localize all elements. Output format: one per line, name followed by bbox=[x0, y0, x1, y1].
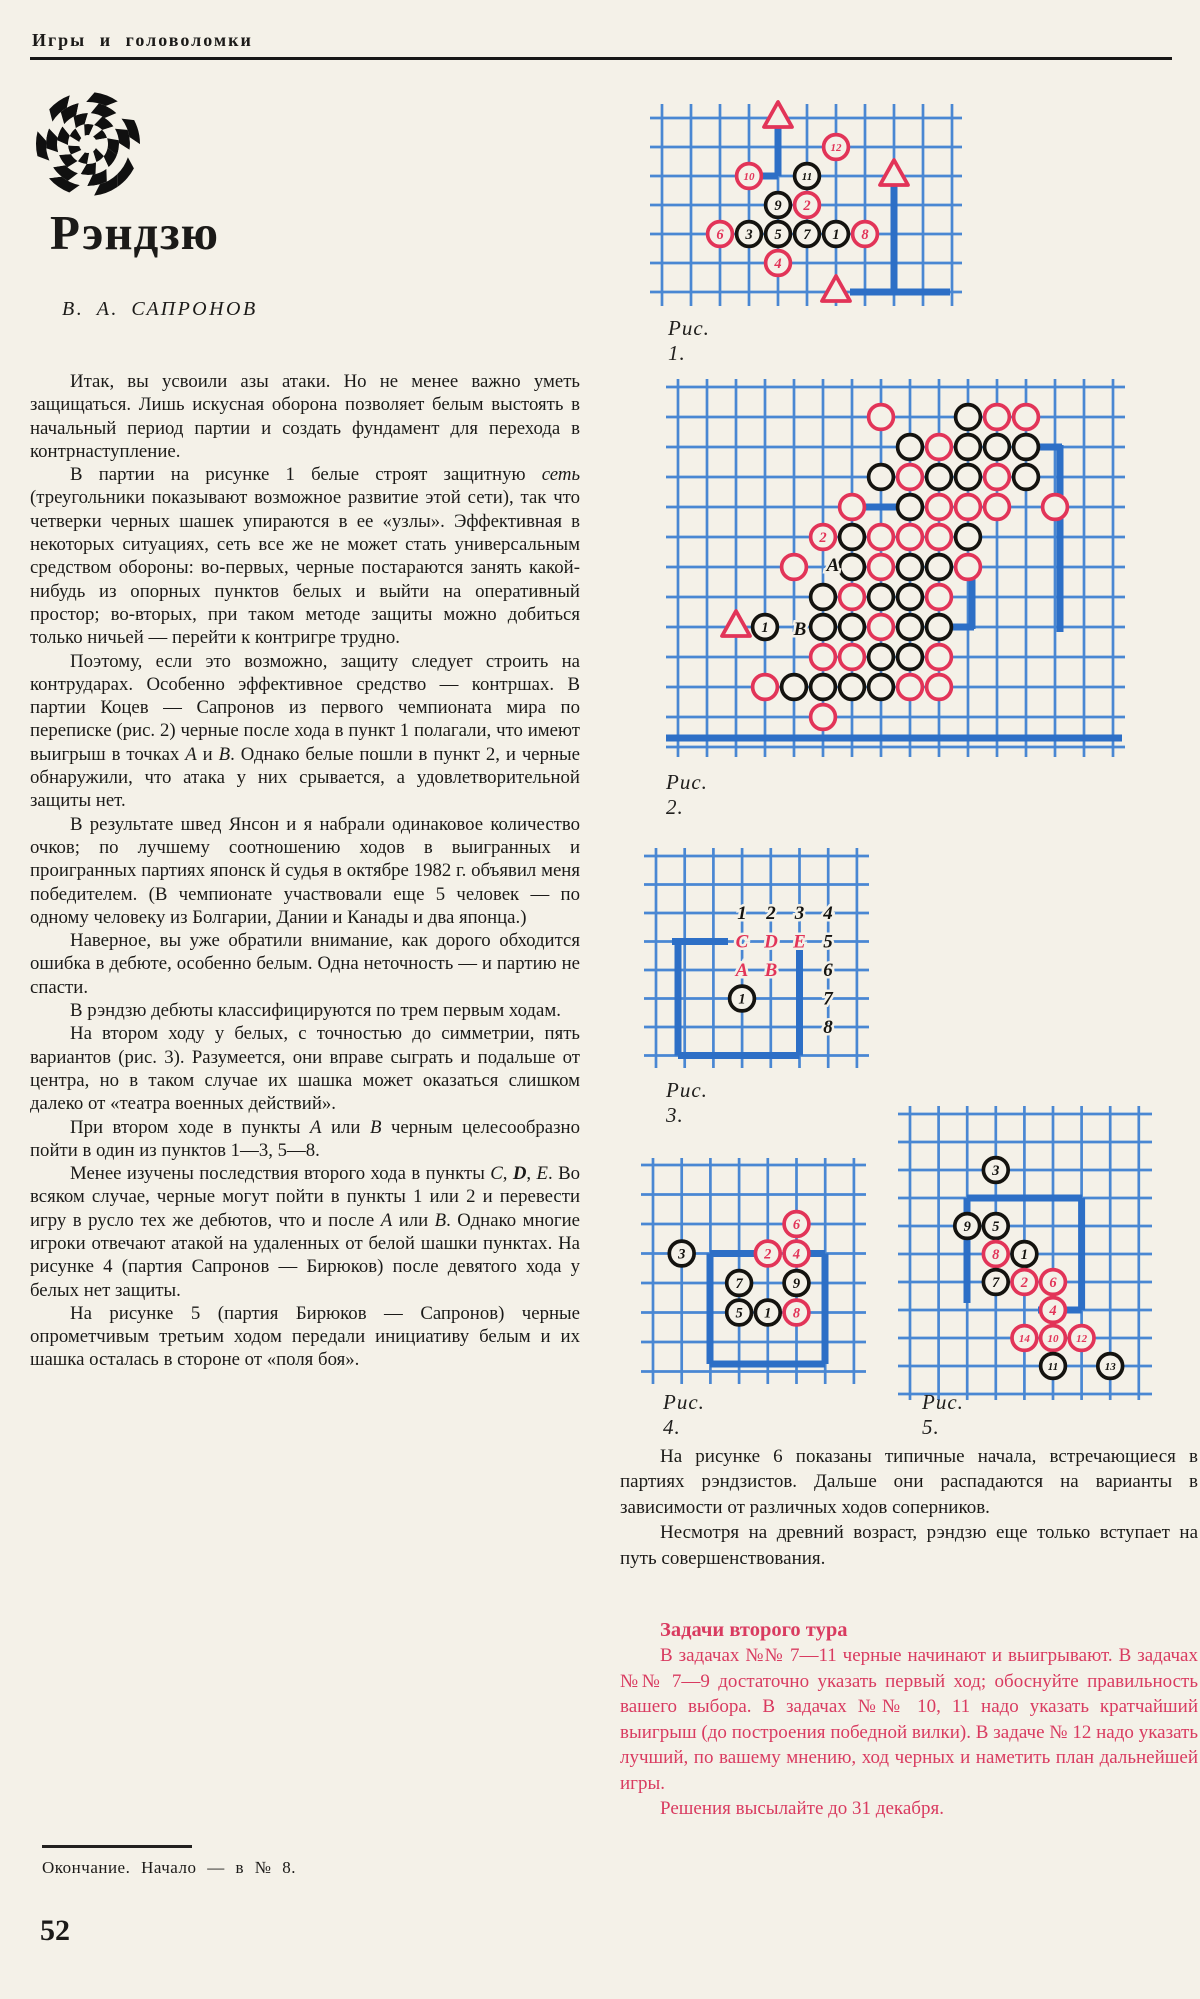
paragraph: В задачах №№ 7—11 черные начинают и выигрывают. В задачах №№ 7—9 достаточно указать первый ход; обоснуйте правильность вашего выбора. В задачах №№ 10, 11 надо указать кратчайший выигрыш (до построения победной вилки). В задаче № 12 надо указать лучший, по вашему мнению, ход черных и наметить план дальнейшей игры. bbox=[620, 1645, 1198, 1794]
red-stone bbox=[898, 675, 923, 700]
triangle-marker-icon bbox=[880, 160, 908, 185]
stone-number: 9 bbox=[792, 1276, 801, 1292]
fig1-caption: Рис. 1. bbox=[668, 316, 710, 365]
fig3-board-diagram bbox=[630, 842, 930, 1112]
paragraph: При втором ходе в пункты А или В черным целесообразно пойти в один из пунктов 1—3, 5—8. bbox=[30, 1116, 580, 1161]
black-stone bbox=[956, 405, 981, 430]
author-byline: В. А. САПРОНОВ bbox=[62, 298, 258, 320]
point-label: B bbox=[764, 960, 778, 981]
red-stone bbox=[985, 495, 1010, 520]
tasks-heading: Задачи второго тура bbox=[660, 1619, 848, 1642]
stone-number: 8 bbox=[792, 1305, 801, 1322]
stone-number: 6 bbox=[716, 227, 724, 243]
stone-number: 9 bbox=[963, 1219, 971, 1235]
black-stone bbox=[898, 495, 923, 520]
stone-number: 12 bbox=[830, 142, 842, 155]
red-stone bbox=[1014, 405, 1039, 430]
point-label: 6 bbox=[823, 960, 833, 981]
red-stone bbox=[927, 525, 952, 550]
paragraph: Поэтому, если это возможно, защиту следует строить на контрударах. Особенно эффективное средство — контршах. В партии Коцев — Сапронов из первого чемпионата мира по переписке (рис. 2) черные после хода в пункт 1 полагали, что имеют выигрыш в точках А и В. Однако белые пошли в пункт 2, и черные обнаружили, что атака у них срывается, а удовлетворительной защиты нет. bbox=[30, 650, 580, 812]
red-stone bbox=[811, 645, 836, 670]
section-label: Игры и головоломки bbox=[32, 30, 253, 50]
red-stone bbox=[898, 465, 923, 490]
right-text-column bbox=[620, 1444, 1198, 1822]
stone-number: 10 bbox=[743, 171, 755, 184]
page-title: Рэндзю bbox=[50, 205, 220, 260]
point-label: 5 bbox=[823, 931, 833, 953]
stone-number: 6 bbox=[1049, 1275, 1057, 1291]
black-stone bbox=[1014, 435, 1039, 460]
black-stone bbox=[898, 555, 923, 580]
red-stone bbox=[840, 585, 865, 610]
black-stone bbox=[869, 465, 894, 490]
stone-number: 2 bbox=[1020, 1275, 1029, 1291]
fig2-board-diagram bbox=[655, 368, 1200, 773]
triangle-marker-icon bbox=[822, 276, 850, 301]
black-stone bbox=[898, 615, 923, 640]
stone-number: 7 bbox=[803, 227, 811, 243]
stone-number: 7 bbox=[735, 1276, 743, 1292]
black-stone bbox=[869, 675, 894, 700]
fig2-caption: Рис. 2. bbox=[666, 770, 708, 819]
fig5-caption: Рис. 5. bbox=[922, 1390, 964, 1439]
red-stone bbox=[840, 645, 865, 670]
left-text-column bbox=[30, 370, 580, 1372]
red-stone bbox=[782, 555, 807, 580]
paragraph: Наверное, вы уже обратили внимание, как дорого обходится ошибка в дебюте, особенно белым. Одна неточность — и партию не спасти. bbox=[30, 930, 580, 998]
stone-number: 1 bbox=[761, 620, 769, 636]
red-stone bbox=[869, 525, 894, 550]
red-stone bbox=[985, 405, 1010, 430]
fig4-board-diagram bbox=[628, 1150, 908, 1422]
stone-number: 9 bbox=[774, 198, 782, 214]
black-stone bbox=[811, 615, 836, 640]
black-stone bbox=[927, 555, 952, 580]
black-stone bbox=[869, 585, 894, 610]
black-stone bbox=[956, 525, 981, 550]
fig4-caption: Рис. 4. bbox=[663, 1390, 705, 1439]
stone-number: 5 bbox=[774, 227, 782, 243]
page-number: 52 bbox=[40, 1914, 70, 1947]
stone-number: 8 bbox=[861, 227, 869, 243]
stone-number: 6 bbox=[792, 1217, 801, 1233]
red-stone bbox=[753, 675, 778, 700]
stone-number: 1 bbox=[738, 991, 746, 1008]
stone-number: 4 bbox=[1049, 1303, 1057, 1319]
grid-lines bbox=[666, 379, 1125, 757]
footnote: Окончание. Начало — в № 8. bbox=[42, 1858, 296, 1877]
stone-number: 7 bbox=[992, 1275, 1000, 1291]
red-stone bbox=[927, 645, 952, 670]
stone-number: 2 bbox=[803, 198, 811, 214]
black-stone bbox=[840, 675, 865, 700]
stone-number: 1 bbox=[1020, 1247, 1029, 1263]
stone-number: 13 bbox=[1104, 1361, 1116, 1374]
black-stone bbox=[927, 615, 952, 640]
stone-number: 11 bbox=[801, 171, 813, 184]
red-stone bbox=[869, 405, 894, 430]
stone-number: 3 bbox=[745, 227, 753, 243]
red-stone bbox=[927, 435, 952, 460]
paragraph: На рисунке 6 показаны типичные начала, встречающиеся в партиях рэндзистов. Дальше они распадаются на варианты в зависимости от различных ходов соперников. bbox=[620, 1446, 1198, 1518]
red-stone bbox=[956, 495, 981, 520]
triangle-marker-icon bbox=[722, 611, 750, 636]
triangle-marker-icon bbox=[764, 102, 792, 127]
footnote-rule bbox=[42, 1845, 192, 1848]
stone-number: 11 bbox=[1047, 1361, 1059, 1374]
black-stone bbox=[811, 675, 836, 700]
red-stone bbox=[927, 495, 952, 520]
black-stone bbox=[898, 585, 923, 610]
paragraph: На рисунке 5 (партия Бирюков — Сапронов) черные опрометчивым третьим ходом передали инициативу белым и их шашка осталась в стороне от «поля боя». bbox=[30, 1302, 580, 1371]
stone-number: 4 bbox=[774, 256, 782, 272]
stone-number: 12 bbox=[1076, 1333, 1088, 1346]
stone-number: 3 bbox=[678, 1246, 686, 1263]
point-label: A bbox=[735, 960, 749, 981]
stone-number: 1 bbox=[764, 1305, 772, 1322]
stones bbox=[955, 1158, 1123, 1379]
black-stone bbox=[898, 645, 923, 670]
black-stone bbox=[811, 585, 836, 610]
fig3-caption: Рис. 3. bbox=[666, 1078, 708, 1127]
red-stone bbox=[898, 525, 923, 550]
black-stone bbox=[1014, 465, 1039, 490]
point-label: 8 bbox=[823, 1017, 833, 1038]
point-label: C bbox=[735, 931, 749, 953]
stone-number: 10 bbox=[1047, 1333, 1059, 1346]
point-label: 1 bbox=[737, 903, 747, 924]
checkered-spiral-logo-icon bbox=[32, 88, 144, 200]
point-label: 7 bbox=[823, 988, 833, 1010]
red-stone bbox=[927, 675, 952, 700]
stone-number: 14 bbox=[1018, 1333, 1030, 1346]
red-stone bbox=[985, 465, 1010, 490]
stone-number: 2 bbox=[764, 1246, 772, 1263]
paragraph: В результате швед Янсон и я набрали одинаковое количество очков; по лучшему соотношению ходов в выигранных и проигранных партиях японск й судья в октябре 1982 г. объявил меня победителем. (В чемпионате участвовали еще 5 человек — по одному человеку из Болгарии, Дании и Канады и два японца.) bbox=[30, 813, 580, 928]
black-stone bbox=[985, 435, 1010, 460]
paragraph: Решения высылайте до 31 декабря. bbox=[660, 1798, 944, 1820]
black-stone bbox=[898, 435, 923, 460]
stone-number: 5 bbox=[992, 1219, 1000, 1235]
stone-number: 4 bbox=[792, 1246, 801, 1263]
paragraph: Итак, вы усвоили азы атаки. Но не менее важно уметь защищаться. Лишь искусная оборона позволяет белым выстоять в начальный период партии и создать фундамент для перехода в контрнаступление. bbox=[30, 371, 580, 462]
black-stone bbox=[956, 435, 981, 460]
paragraph: Несмотря на древний возраст, рэндзю еще только вступает на путь совершенствования. bbox=[620, 1522, 1198, 1569]
black-stone bbox=[840, 555, 865, 580]
point-label: А bbox=[826, 555, 840, 576]
point-label: 3 bbox=[794, 903, 805, 924]
point-label: E bbox=[793, 931, 806, 953]
red-stone bbox=[869, 615, 894, 640]
black-stone bbox=[840, 615, 865, 640]
stones bbox=[730, 986, 755, 1011]
point-label: 2 bbox=[766, 903, 776, 924]
fig1-board-diagram bbox=[645, 75, 1200, 320]
stone-number: 2 bbox=[819, 530, 827, 546]
black-stone bbox=[782, 675, 807, 700]
paragraph: В рэндзю дебюты классифицируются по трем первым ходам. bbox=[70, 1000, 561, 1022]
stone-number: 8 bbox=[992, 1247, 1000, 1263]
point-label: В bbox=[793, 619, 807, 640]
red-stone bbox=[956, 555, 981, 580]
red-stone bbox=[811, 705, 836, 730]
right-column-paragraphs bbox=[620, 1444, 1198, 1571]
stone-number: 1 bbox=[832, 227, 840, 243]
red-stone bbox=[840, 495, 865, 520]
black-stone bbox=[869, 645, 894, 670]
black-stone bbox=[927, 465, 952, 490]
tasks-paragraphs bbox=[620, 1643, 1198, 1822]
grid-lines bbox=[641, 1158, 866, 1384]
black-stone bbox=[956, 465, 981, 490]
red-stone bbox=[1043, 495, 1068, 520]
red-stone bbox=[927, 585, 952, 610]
paragraph: В партии на рисунке 1 белые строят защитную сеть (треугольники показывают возможное развитие этой сети), так что четверки черных шашек упираются в ее «узлы». Эффективная в некоторых ситуациях, сеть все же не может стать универсальным средством обороны: во-первых, черные постараются занять какой-нибудь из опорных пунктов белых и выйти на оперативный простор; во-вторых, при таком методе защиты можно добиться только ничьей — перейти к контригре трудно. bbox=[30, 464, 580, 649]
header-rule bbox=[30, 57, 1172, 60]
paragraph: На втором ходу у белых, с точностью до симметрии, пять вариантов (рис. 3). Разумеется, они вправе сыграть и подальше от центра, но в таком случае их шашка может оказаться слишком далеко от «театра военных действий». bbox=[30, 1023, 580, 1115]
point-label: D bbox=[764, 931, 778, 953]
red-stone bbox=[869, 555, 894, 580]
point-label: 4 bbox=[823, 903, 833, 924]
paragraph: Менее изучены последствия второго хода в пункты С, D, Е. Во всяком случае, черные могут пойти в пункты 1 или 2 и перевести игру в русло тех же дебютов, что и после А или В. Однако многие игроки отвечают атакой на удаленных от белой шашки пунктах. На рисунке 4 (партия Сапронов — Бирюков) после девятого хода у белых нет защиты. bbox=[30, 1163, 581, 1301]
black-stone bbox=[840, 525, 865, 550]
fig5-board-diagram bbox=[893, 1098, 1165, 1408]
stone-number: 3 bbox=[992, 1163, 1000, 1179]
stone-number: 5 bbox=[735, 1305, 743, 1322]
